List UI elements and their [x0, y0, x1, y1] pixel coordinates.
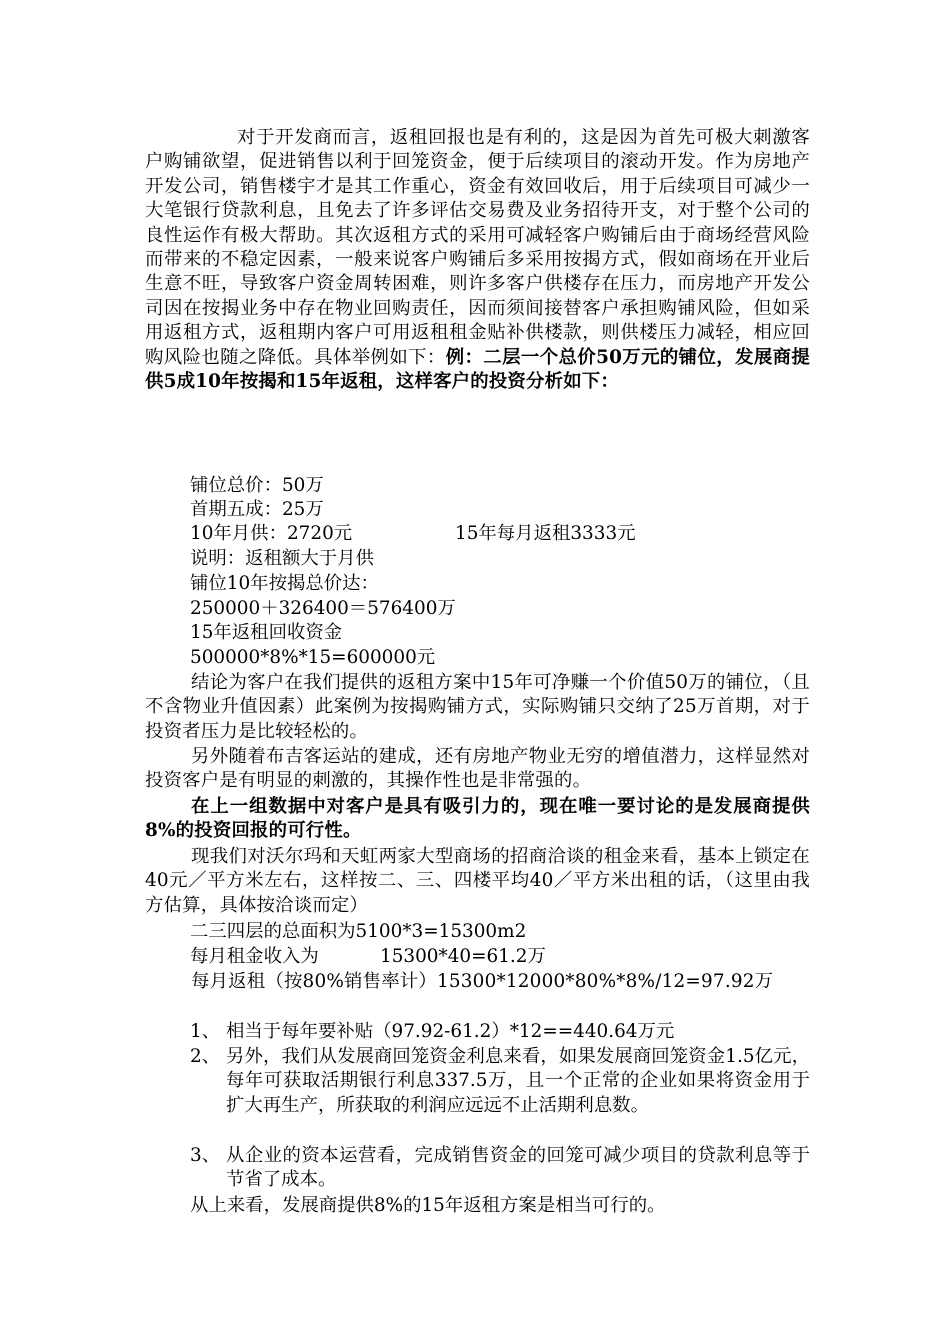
- list-number: 1、: [190, 1021, 221, 1042]
- note-line: 说明：返租额大于月供: [190, 548, 374, 569]
- list-text: 从企业的资本运营看，完成销售资金的回笼可减少项目的贷款利息等于节省了成本。: [226, 1145, 810, 1191]
- monthly-income-calc: 15300*40=61.2万: [380, 946, 546, 967]
- total-mortgage-label: 铺位10年按揭总价达：: [190, 573, 379, 594]
- final-paragraph: 从上来看，发展商提供8%的15年返租方案是相当可行的。: [190, 1195, 666, 1216]
- total-area-line: 二三四层的总面积为5100*3=15300m2: [190, 921, 527, 942]
- rent-paragraph: 现我们对沃尔玛和天虹两家大型商场的招商洽谈的租金来看，基本上锁定在40元／平方米左右，这样按二、三、四楼平均40／平方米出租的话，（这里由我方估算，具体按洽谈而定）: [145, 846, 810, 916]
- intro-text: 对于开发商而言，返租回报也是有利的，这是因为首先可极大刺激客户购铺欲望，促进销售以利于回笼资金，便于后续项目的滚动开发。作为房地产开发公司，销售楼宇才是其工作重心，资金有效回收后，用于后续项目可减少一大笔银行贷款利息，且免去了许多评估交易费及业务招待开支，对于整个公司的良性运作有极大帮助。其次返租方式的采用可减轻客户购铺后由于商场经营风险而带来的不稳定因素，一般来说客户购铺后多采用按揭方式，假如商场在开业后生意不旺，导致客户资金周转困难，则许多客户供楼存在压力，而房地产开发公司因在按揭业务中存在物业回购责任，因而须间接替客户承担购铺风险，但如采用返租方式，返租期内客户可用返租租金贴补供楼款，则供楼压力减轻，相应回购风险也随之降低。具体举例如下：: [145, 127, 810, 368]
- intro-paragraph: [145, 126, 810, 394]
- monthly-rent-return-line: 15年每月返租3333元: [455, 523, 636, 544]
- list-number: 2、: [190, 1046, 221, 1067]
- another-paragraph: 另外随着布吉客运站的建成，还有房地产物业无穷的增值潜力，这样显然对投资客户是有明显的刺激的，其操作性也是非常强的。: [145, 746, 810, 792]
- list-item: [190, 1045, 810, 1118]
- total-price-line: 铺位总价：50万: [190, 475, 324, 496]
- monthly-return-paragraph: 每月返租（按80%销售率计）15300*12000*80%*8%/12=97.92万: [191, 971, 774, 992]
- monthly-income-label: 每月租金收入为: [190, 946, 319, 967]
- monthly-payment-line: 10年月供：2720元: [190, 523, 353, 544]
- list-item: [190, 1020, 810, 1044]
- list-item: [190, 1144, 810, 1193]
- list-text: 相当于每年要补贴（97.92-61.2）*12==440.64万元: [226, 1021, 675, 1042]
- down-payment-line: 首期五成：25万: [190, 499, 324, 520]
- recover-calc: 500000*8%*15=600000元: [190, 647, 436, 668]
- list-number: 3、: [190, 1145, 221, 1166]
- total-mortgage-calc: 250000＋326400＝576400万: [190, 598, 456, 619]
- list-text: 另外，我们从发展商回笼资金利息来看，如果发展商回笼资金1.5亿元，每年可获取活期银行利息337.5万，且一个正常的企业如果将资金用于扩大再生产，所获取的利润应远远不止活期利息数。: [226, 1046, 810, 1116]
- conclusion-paragraph: 结论为客户在我们提供的返租方案中15年可净赚一个价值50万的铺位，（且不含物业升值因素）此案例为按揭购铺方式，实际购铺只交纳了25万首期，对于投资者压力是比较轻松的。: [145, 672, 810, 742]
- feasibility-paragraph: 在上一组数据中对客户是具有吸引力的，现在唯一要讨论的是发展商提供8%的投资回报的可行性。: [145, 796, 810, 842]
- example-heading: 例：二层一个总价50万元的铺位，发展商提供5成10年按揭和15年返租，这样客户的投资分析如下：: [145, 346, 811, 393]
- recover-label: 15年返租回收资金: [190, 622, 343, 643]
